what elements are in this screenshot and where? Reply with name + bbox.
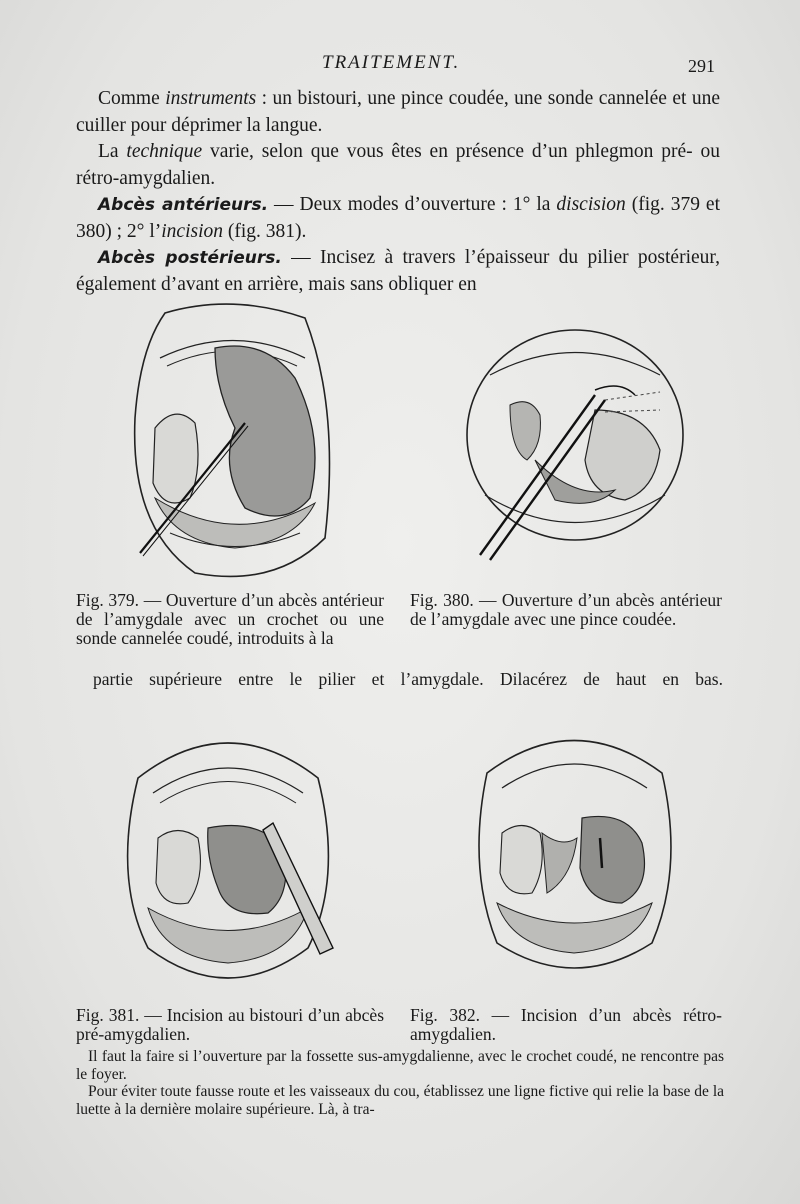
page-number: 291 [688,56,715,76]
section-heading: Abcès antérieurs. [98,195,269,215]
body-text [76,86,720,298]
paragraph-bottom-2: Pour éviter toute fausse route et les vaisseaux du cou, établissez une ligne fictive qui relie la base de la luette à la dernière molaire supérieure. Là, à tra- [76,1083,724,1118]
paragraph-abces-posterieurs: Abcès postérieurs. — Incisez à travers l’épaisseur du pilier postérieur, également d’avant en arrière, mais sans obliquer en [76,247,720,295]
figure-379-illustration [125,298,340,583]
paragraph-instruments: Comme instruments : un bistouri, une pince coudée, une sonde cannelée et une cuiller pour déprimer la langue. [76,88,721,136]
paragraph-bottom-1: Il faut la faire si l’ouverture par la fossette sus-amygdalienne, avec le crochet coudé, ne rencontre pas le foyer. [76,1048,724,1083]
bottom-text [76,1048,724,1118]
caption-fig-382: Fig. 382. — Incision d’un abcès rétro-amygdalien. [410,1005,722,1044]
paragraph-abces-anterieurs: Abcès antérieurs. — Deux modes d’ouverture : 1° la discision (fig. 379 et 380) ; 2° l’incision (fig. 381). [76,194,720,242]
figure-380-illustration [455,320,690,575]
section-heading: Abcès postérieurs. [98,248,282,268]
running-head [0,52,800,82]
caption-fig-379-continuation: partie supérieure entre le pilier et l’amygdale. Dilacérez de haut en bas. [93,669,723,689]
running-title: TRAITEMENT. [322,52,461,73]
figure-381-illustration [108,718,348,1003]
caption-fig-380: Fig. 380. — Ouverture d’un abcès antérieur de l’amygdale avec une pince coudée. [410,590,722,629]
figure-382-illustration [462,718,687,993]
caption-fig-381: Fig. 381. — Incision au bistouri d’un abcès pré-amygdalien. [76,1005,384,1044]
caption-fig-379: Fig. 379. — Ouverture d’un abcès antérieur de l’amygdale avec un crochet ou une sonde cannelée coudé, introduits à la [76,590,384,648]
paragraph-technique: La technique varie, selon que vous êtes en présence d’un phlegmon pré- ou rétro-amygdalien. [76,141,720,189]
